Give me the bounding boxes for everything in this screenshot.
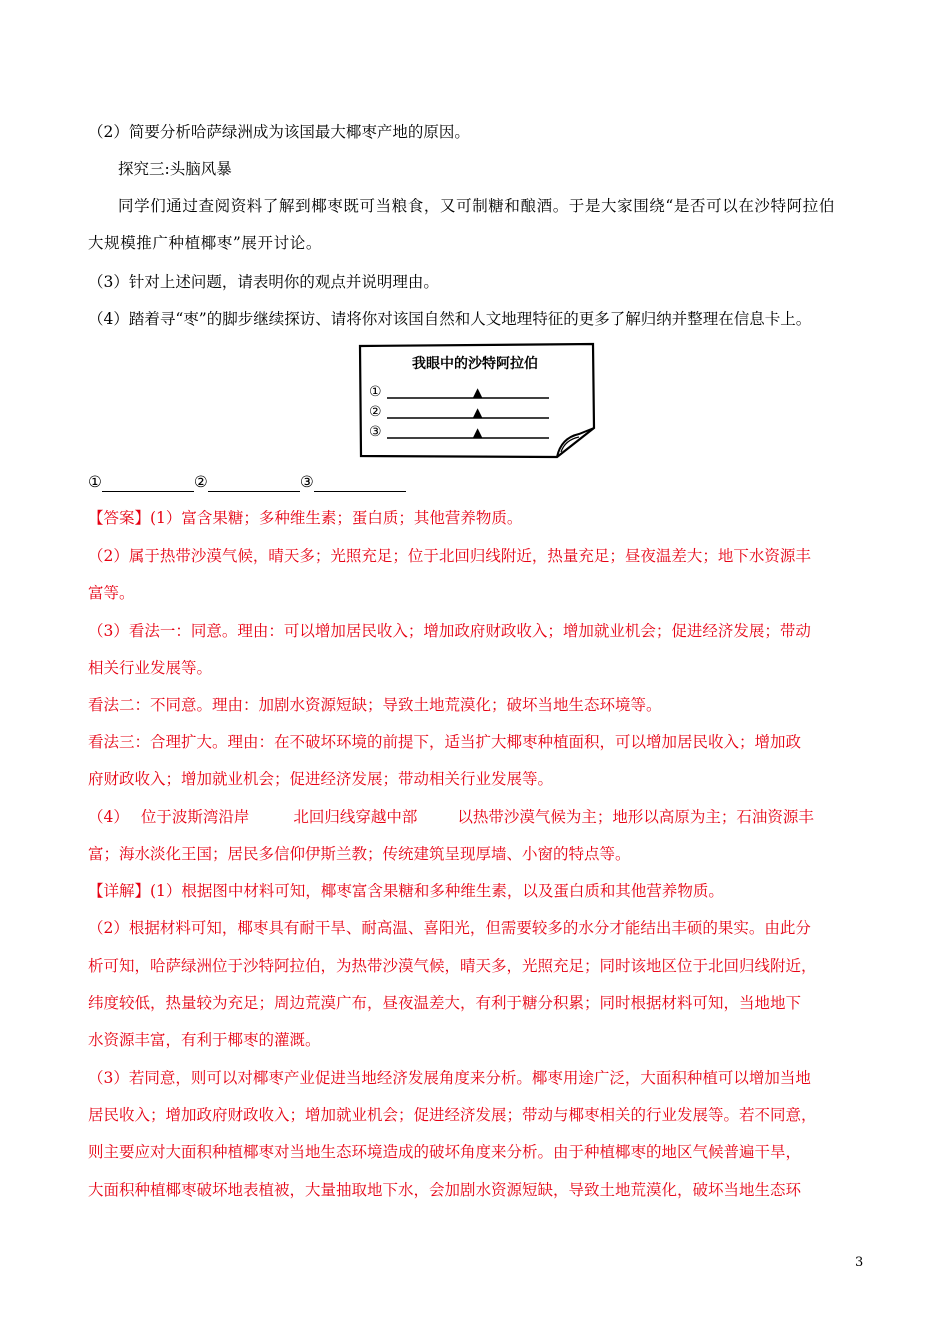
info-card-row-1-number: ①	[369, 384, 382, 400]
page-number: 3	[855, 1255, 864, 1270]
info-card-row-2-triangle: ▲	[473, 405, 483, 419]
question-2: （2）简要分析哈萨绿洲成为该国最大椰枣产地的原因。	[88, 123, 470, 141]
answer-1: 【答案】(1）富含果糖；多种维生素；蛋白质；其他营养物质。	[88, 509, 523, 527]
detail-3-line-3: 则主要应对大面积种植椰枣对当地生态环境造成的破坏角度来分析。由于种植椰枣的地区气候普遍干旱，	[88, 1143, 802, 1161]
blank-1-number: ①	[88, 473, 102, 491]
answer-3-view-2: 看法二：不同意。理由：加剧水资源短缺；导致土地荒漠化；破坏当地生态环境等。	[88, 696, 662, 714]
explore-3-title: 探究三:头脑风暴	[118, 160, 232, 178]
detail-2-line-3: 纬度较低，热量较为充足；周边荒漠广布，昼夜温差大，有利于糖分积累；同时根据材料可知，当地地下	[88, 994, 802, 1012]
answer-2-line-1: （2）属于热带沙漠气候，晴天多；光照充足；位于北回归线附近，热量充足；昼夜温差大；地下水资源丰	[88, 547, 811, 565]
blank-2	[208, 475, 300, 492]
detail-3-line-2: 居民收入；增加政府财政收入；增加就业机会；促进经济发展；带动与椰枣相关的行业发展等。若不同意，	[88, 1106, 817, 1124]
answer-4-blank-1: 位于波斯湾沿岸	[140, 808, 250, 826]
info-card-row-1-triangle: ▲	[473, 385, 483, 399]
answer-2-line-2: 富等。	[88, 584, 135, 602]
info-card-drawing	[357, 342, 597, 460]
detail-2-line-2: 析可知，哈萨绿洲位于沙特阿拉伯，为热带沙漠气候，晴天多，光照充足；同时该地区位于北回归线附近，	[88, 957, 817, 975]
question-3: （3）针对上述问题，请表明你的观点并说明理由。	[88, 273, 439, 291]
detail-3-line-4: 大面积种植椰枣破坏地表植被，大量抽取地下水，会加剧水资源短缺，导致土地荒漠化，破坏当地生态环	[88, 1181, 802, 1199]
answer-3-line-1: （3）看法一：同意。理由：可以增加居民收入；增加政府财政收入；增加就业机会；促进经济发展；带动	[88, 622, 811, 640]
answer-3-view-3-line-1: 看法三：合理扩大。理由：在不破坏环境的前提下，适当扩大椰枣种植面积，可以增加居民收入；增加政	[88, 733, 802, 751]
blank-1	[102, 475, 194, 492]
answer-3-view-3-line-2: 府财政收入；增加就业机会；促进经济发展；带动相关行业发展等。	[88, 770, 554, 788]
answer-4-blank-2: 北回归线穿越中部	[293, 808, 418, 826]
answer-4-label: （4）	[88, 808, 129, 826]
answer-3-line-2: 相关行业发展等。	[88, 659, 213, 677]
info-card-row-3-triangle: ▲	[473, 425, 483, 439]
answer-4-blank-3: 以热带沙漠气候为主；地形以高原为主；石油资源丰	[457, 808, 814, 826]
answer-4-line-2: 富；海水淡化王国；居民多信仰伊斯兰教；传统建筑呈现厚墙、小窗的特点等。	[88, 845, 631, 863]
blank-3	[314, 475, 406, 492]
explore-3-paragraph-line-1: 同学们通过查阅资料了解到椰枣既可当粮食，又可制糖和酿酒。于是大家围绕“是否可以在沙特阿拉伯	[118, 197, 835, 215]
detail-2-line-4: 水资源丰富，有利于椰枣的灌溉。	[88, 1031, 321, 1049]
info-card	[357, 342, 597, 460]
detail-2-line-1: （2）根据材料可知，椰枣具有耐干旱、耐高温、喜阳光，但需要较多的水分才能结出丰硕的果实。由此分	[88, 919, 811, 937]
blank-3-number: ③	[299, 473, 314, 491]
blank-2-number: ②	[193, 473, 208, 491]
detail-1: 【详解】(1）根据图中材料可知，椰枣富含果糖和多种维生素，以及蛋白质和其他营养物质。	[88, 882, 724, 900]
info-card-title: 我眼中的沙特阿拉伯	[412, 356, 538, 372]
answer-4-line-1	[88, 807, 868, 827]
detail-3-line-1: （3）若同意，则可以对椰枣产业促进当地经济发展角度来分析。椰枣用途广泛，大面积种植可以增加当地	[88, 1069, 811, 1087]
explore-3-paragraph-line-2: 大规模推广种植椰枣”展开讨论。	[88, 234, 322, 252]
info-card-row-2-number: ②	[369, 404, 382, 420]
question-4: （4）踏着寻“枣”的脚步继续探访、请将你对该国自然和人文地理特征的更多了解归纳并整理在信息卡上。	[88, 310, 812, 328]
info-card-row-3-number: ③	[369, 424, 382, 440]
answer-blanks	[88, 472, 406, 492]
